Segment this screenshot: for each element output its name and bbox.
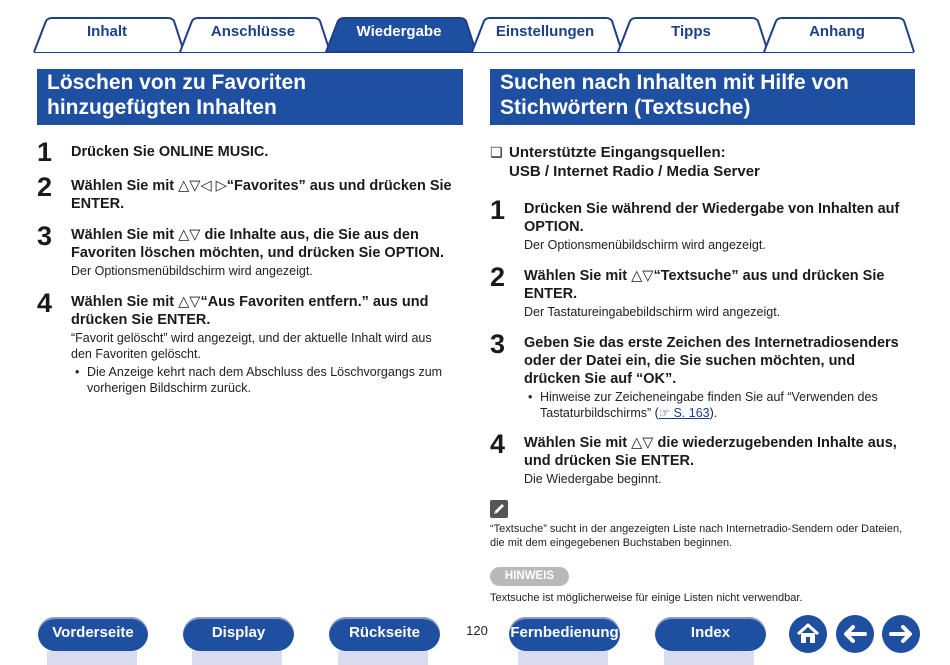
step-number: 2: [490, 262, 506, 292]
page-reference-link[interactable]: [659, 406, 710, 420]
step-description: den Favoriten gelöscht.: [71, 347, 201, 361]
previous-page-button[interactable]: [836, 615, 874, 653]
step-1: [490, 195, 920, 259]
home-button[interactable]: [789, 615, 827, 653]
step-title: Favoriten löschen möchten, und drücken Sie OPTION.: [71, 245, 445, 261]
sources-list: USB / Internet Radio / Media Server: [509, 163, 760, 180]
bullet-text: Hinweise zur Zeicheneingabe finden Sie auf “Verwenden des: [540, 390, 878, 404]
step-description: Die Wiedergabe beginnt.: [524, 472, 662, 486]
tab-anhang[interactable]: Anhang: [809, 23, 865, 40]
tab-wiedergabe[interactable]: Wiedergabe: [356, 23, 442, 40]
step-3: [490, 329, 920, 423]
step-number: 4: [490, 429, 506, 459]
nav-tab-strip: [47, 651, 137, 665]
nav-tab-strip: [518, 651, 608, 665]
bullet-text: Die Anzeige kehrt nach dem Abschluss des Löschvorgangs zum: [87, 365, 443, 379]
tab-anschluesse[interactable]: Anschlüsse: [210, 23, 296, 40]
step-title: Wählen Sie mit △▽ die Inhalte aus, die Sie aus den: [71, 227, 419, 243]
next-page-button[interactable]: [882, 615, 920, 653]
bullet-text: vorherigen Bildschirm zurück.: [87, 381, 251, 395]
step-title: Wählen Sie mit △▽ die wiederzugebenden Inhalte aus,: [524, 435, 897, 451]
hinweis-text: Textsuche ist möglicherweise für einige Listen nicht verwendbar.: [490, 592, 803, 604]
step-1: [37, 137, 467, 171]
step-title: ENTER.: [71, 196, 125, 212]
heading-line: Stichwörtern (Textsuche): [500, 96, 751, 119]
step-title: Drücken Sie ONLINE MUSIC.: [71, 144, 269, 160]
hinweis-badge: HINWEIS: [490, 567, 569, 586]
section-heading-delete-favorites: [37, 69, 463, 125]
step-4: [490, 429, 920, 493]
step-title: oder der Datei ein, die Sie suchen möchten, und: [524, 353, 856, 369]
step-number: 1: [37, 137, 53, 167]
bullet-item: [75, 364, 465, 396]
step-title: drücken Sie ENTER.: [71, 312, 211, 328]
arrow-right-icon: [882, 615, 920, 653]
nav-tab-strip: [338, 651, 428, 665]
step-description: Der Optionsmenübildschirm wird angezeigt.: [524, 238, 766, 252]
nav-button-fernbedienung[interactable]: Fernbedienung: [509, 617, 620, 651]
bullet-dot: •: [528, 390, 533, 404]
step-number: 1: [490, 195, 506, 225]
nav-button-rueckseite[interactable]: Rückseite: [329, 617, 440, 651]
nav-button-index[interactable]: Index: [655, 617, 766, 651]
step-description: Der Optionsmenübildschirm wird angezeigt.: [71, 264, 313, 278]
bullet-dot: •: [75, 365, 80, 379]
note-line: die mit dem eingegebenen Buchstaben beginnen.: [490, 537, 733, 549]
nav-button-vorderseite[interactable]: Vorderseite: [38, 617, 148, 651]
heading-line: Löschen von zu Favoriten: [47, 71, 307, 94]
nav-tab-strip: [192, 651, 282, 665]
step-3: [37, 221, 467, 285]
checkbox-icon: ❏: [490, 144, 503, 160]
step-title: ENTER.: [524, 286, 578, 302]
tab-einstellungen[interactable]: Einstellungen: [495, 23, 595, 40]
step-title: Wählen Sie mit △▽“Aus Favoriten entfern.” aus und: [71, 294, 429, 310]
step-title: und drücken Sie ENTER.: [524, 453, 694, 469]
home-icon: [789, 615, 827, 653]
heading-line: hinzugefügten Inhalten: [47, 96, 277, 119]
step-title: Geben Sie das erste Zeichen des Internetradiosenders: [524, 335, 899, 351]
bullet-text: ).: [709, 406, 718, 420]
pencil-note-icon: [490, 500, 508, 518]
step-number: 3: [37, 221, 53, 251]
arrow-left-icon: [836, 615, 874, 653]
step-2: [37, 172, 467, 216]
step-number: 3: [490, 329, 506, 359]
step-description: Der Tastatureingabebildschirm wird angezeigt.: [524, 305, 781, 319]
step-title: OPTION.: [524, 219, 584, 235]
step-number: 2: [37, 172, 53, 202]
step-2: [490, 262, 920, 326]
step-description: “Favorit gelöscht” wird angezeigt, und der aktuelle Inhalt wird aus: [71, 331, 432, 345]
heading-line: Suchen nach Inhalten mit Hilfe von: [500, 71, 849, 94]
note-text: [490, 522, 920, 550]
bullet-item: [528, 389, 918, 421]
tab-tipps[interactable]: Tipps: [671, 23, 711, 40]
tab-inhalt[interactable]: Inhalt: [87, 23, 127, 40]
page-reference-text: S. 163: [670, 406, 710, 420]
step-number: 4: [37, 288, 53, 318]
step-title: Wählen Sie mit △▽“Textsuche” aus und drücken Sie: [524, 268, 885, 284]
nav-tab-strip: [664, 651, 754, 665]
tab-bar: [0, 0, 950, 54]
step-title: Drücken Sie während der Wiedergabe von Inhalten auf: [524, 201, 900, 217]
step-title: drücken Sie auf “OK”.: [524, 371, 677, 387]
note-line: “Textsuche” sucht in der angezeigten Liste nach Internetradio-Sendern oder Dateien,: [490, 523, 903, 535]
nav-button-display[interactable]: Display: [183, 617, 294, 651]
page-number: 120: [466, 623, 488, 638]
step-title: Wählen Sie mit △▽◁ ▷“Favorites” aus und drücken Sie: [71, 178, 452, 194]
section-heading-text-search: [490, 69, 915, 125]
supported-sources: [490, 143, 920, 181]
reference-hand-icon: ☞: [658, 406, 670, 420]
bullet-text-line: [528, 405, 918, 421]
step-4: [37, 288, 467, 402]
bullet-text: Tastaturbildschirms” (: [540, 406, 659, 420]
sources-label: Unterstützte Eingangsquellen:: [509, 144, 726, 161]
